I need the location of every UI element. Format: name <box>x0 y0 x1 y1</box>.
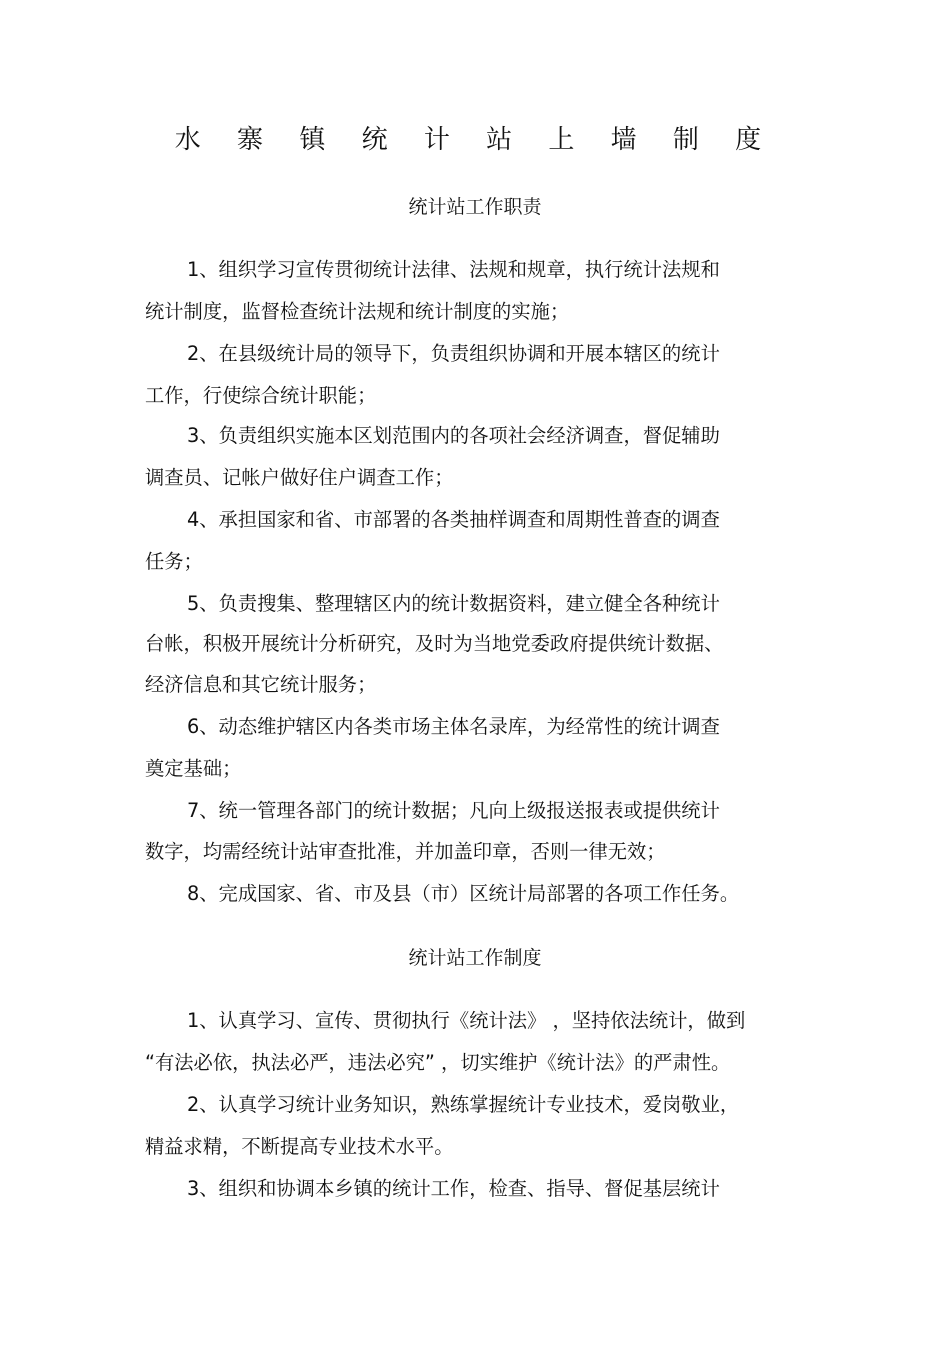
duty-line: 3、负责组织实施本区划范围内的各项社会经济调查，督促辅助 <box>187 424 720 447</box>
rule-line: 1、认真学习、宣传、贯彻执行《统计法》 ，坚持依法统计，做到 <box>187 1009 746 1032</box>
duty-line: 5、负责搜集、整理辖区内的统计数据资料，建立健全各种统计 <box>187 592 720 615</box>
duty-line: 调查员、记帐户做好住户调查工作； <box>145 466 454 489</box>
rule-line: 2、认真学习统计业务知识，熟练掌握统计专业技术，爱岗敬业， <box>187 1093 740 1116</box>
duty-line: 8、完成国家、省、市及县（市）区统计局部署的各项工作任务。 <box>187 882 740 905</box>
duty-line: 经济信息和其它统计服务； <box>145 673 377 696</box>
document-title: 水 寨 镇 统 计 站 上 墙 制 度 <box>174 125 776 155</box>
rule-line: “有法必依，执法必严，违法必究” ，切实维护《统计法》的严肃性。 <box>145 1051 731 1074</box>
duty-line: 1、组织学习宣传贯彻统计法律、法规和规章，执行统计法规和 <box>187 258 720 281</box>
duty-line: 4、承担国家和省、市部署的各类抽样调查和周期性普查的调查 <box>187 508 720 531</box>
section-heading-rules: 统计站工作制度 <box>408 947 542 969</box>
rule-line: 精益求精，不断提高专业技术水平。 <box>145 1135 454 1158</box>
duty-line: 任务； <box>145 550 203 573</box>
duty-line: 工作，行使综合统计职能； <box>145 384 377 407</box>
duty-line: 奠定基础； <box>145 757 242 780</box>
duty-line: 台帐，积极开展统计分析研究，及时为当地党委政府提供统计数据、 <box>145 632 724 655</box>
duty-line: 2、在县级统计局的领导下，负责组织协调和开展本辖区的统计 <box>187 342 720 365</box>
rule-line: 3、组织和协调本乡镇的统计工作，检查、指导、督促基层统计 <box>187 1177 720 1200</box>
duty-line: 统计制度，监督检查统计法规和统计制度的实施； <box>145 300 570 323</box>
section-heading-duties: 统计站工作职责 <box>408 196 542 218</box>
duty-line: 数字，均需经统计站审查批准，并加盖印章，否则一律无效； <box>145 840 666 863</box>
duty-line: 7、统一管理各部门的统计数据；凡向上级报送报表或提供统计 <box>187 799 720 822</box>
duty-line: 6、动态维护辖区内各类市场主体名录库，为经常性的统计调查 <box>187 715 720 738</box>
